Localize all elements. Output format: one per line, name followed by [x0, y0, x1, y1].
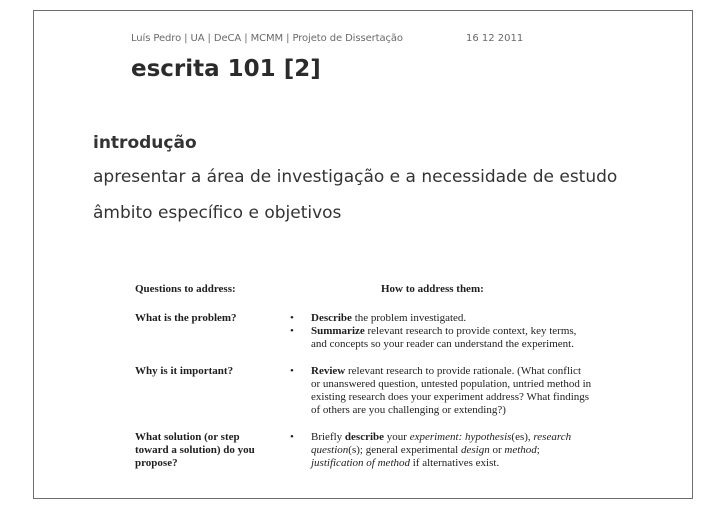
- line-introducao: introdução: [93, 133, 197, 153]
- row-question: What is the problem?: [135, 312, 237, 324]
- row-bullet-line: of others are you challenging or extending?): [311, 404, 506, 416]
- line-apresentar: apresentar a área de investigação e a necessidade de estudo: [93, 167, 618, 187]
- line-ambito: âmbito específico e objetivos: [93, 203, 342, 223]
- row-bullet-line: Summarize relevant research to provide context, key terms,: [311, 325, 577, 337]
- slide-title: escrita 101 [2]: [131, 56, 321, 82]
- row-question: Why is it important?: [135, 365, 234, 377]
- col-right-header: How to address them:: [381, 283, 484, 295]
- bullet-icon: •: [290, 325, 294, 337]
- row-bullet-line: existing research does your experiment address? What findings: [311, 391, 590, 403]
- row-bullet-line: Briefly describe your experiment: hypothesis(es), research: [311, 431, 572, 443]
- row-bullet-line: Review relevant research to provide rationale. (What conflict: [311, 365, 581, 377]
- row-bullet-line: justification of method if alternatives exist.: [311, 457, 500, 469]
- row-question: What solution (or step: [135, 431, 240, 443]
- row-bullet-line: Describe the problem investigated.: [311, 312, 467, 324]
- slide-date: 16 12 2011: [466, 33, 524, 44]
- row-bullet-line: and concepts so your reader can understand the experiment.: [311, 338, 574, 350]
- row-question: toward a solution) do you: [135, 444, 255, 456]
- row-bullet-line: or unanswered question, untested population, untried method in: [311, 378, 592, 390]
- row-bullet-line: question(s); general experimental design or method;: [311, 444, 540, 456]
- slide-frame: [33, 10, 693, 499]
- bullet-icon: •: [290, 312, 294, 324]
- slide-header: Luís Pedro | UA | DeCA | MCMM | Projeto de Dissertação: [131, 33, 403, 44]
- bullet-icon: •: [290, 431, 294, 443]
- row-question: propose?: [135, 457, 178, 469]
- bullet-icon: •: [290, 365, 294, 377]
- col-left-header: Questions to address:: [135, 283, 236, 295]
